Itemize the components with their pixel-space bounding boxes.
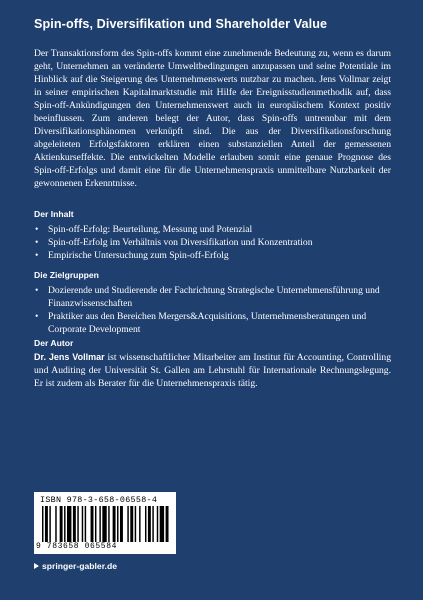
list-item: • Spin-off-Erfolg im Verhältnis von Diversifikation und Konzentration [34,236,394,249]
inhalt-list [34,223,394,262]
barcode-bars [42,506,170,542]
website-link[interactable] [34,561,117,571]
intro-paragraph: Der Transaktionsform des Spin-offs kommt eine zunehmende Bedeutung zu, wenn es darum geht, Unternehmen an veränderte Umweltbedingungen anzupassen und seine Potentiale im Hinblick auf die Steigerung des Unternehmenswerts nutzbar zu machen. Jens Vollmar zeigt in seiner empirischen Kapitalmarktstudie mit Hilfe der Ereignisstudienmethodik auf, dass Spin-off-Ankündigungen den Unternehmenswert auch in europäischem Kontext positiv beeinflussen. Zum anderen belegt der Autor, dass Spin-offs untrennbar mit dem Diversifikationsphänomen verknüpft sind. Die aus der Diversifikationsforschung abgeleiteten Erfolgsfaktoren erklären einen substanziellen Anteil der gemessenen Aktienkurseffekte. Die entwickelten Modelle erlauben somit eine genaue Prognose des Spin-off-Erfolgs und damit eine für die Unternehmenspraxis unmittelbare Nutzbarkeit der gewonnenen Erkenntnisse. [34,48,391,189]
inhalt-heading: Der Inhalt [34,209,74,219]
barcode [34,492,176,554]
autor-heading: Der Autor [34,338,74,348]
zielgruppen-list [34,284,394,336]
list-item: • Praktiker aus den Bereichen Mergers&Acquisitions, Unternehmensberatungen und Corporate Development [34,310,394,336]
arrow-right-icon [34,563,39,569]
list-item: • Empirische Untersuchung zum Spin-off-Erfolg [34,249,394,262]
zielgruppen-heading: Die Zielgruppen [34,270,99,280]
author-name: Dr. Jens Vollmar [34,352,105,362]
website-text: springer-gabler.de [42,561,117,571]
book-title: Spin-offs, Diversifikation und Shareholder Value [34,17,328,31]
barcode-digits: 9 783658 065584 [36,542,118,551]
list-item: • Dozierende und Studierende der Fachrichtung Strategische Unternehmensführung und Finanzwissenschaften [34,284,394,310]
isbn-label: ISBN 978-3-658-06558-4 [40,495,158,505]
author-paragraph [34,351,391,390]
list-item: • Spin-off-Erfolg: Beurteilung, Messung und Potenzial [34,223,394,236]
author-bio: ist wissenschaftlicher Mitarbeiter am Institut für Accounting, Controlling und Auditing der Universität St. Gallen am Lehrstuhl für Internationale Rechnungslegung. Er ist zudem als Berater für die Unternehmenspraxis tätig. [34,352,391,389]
